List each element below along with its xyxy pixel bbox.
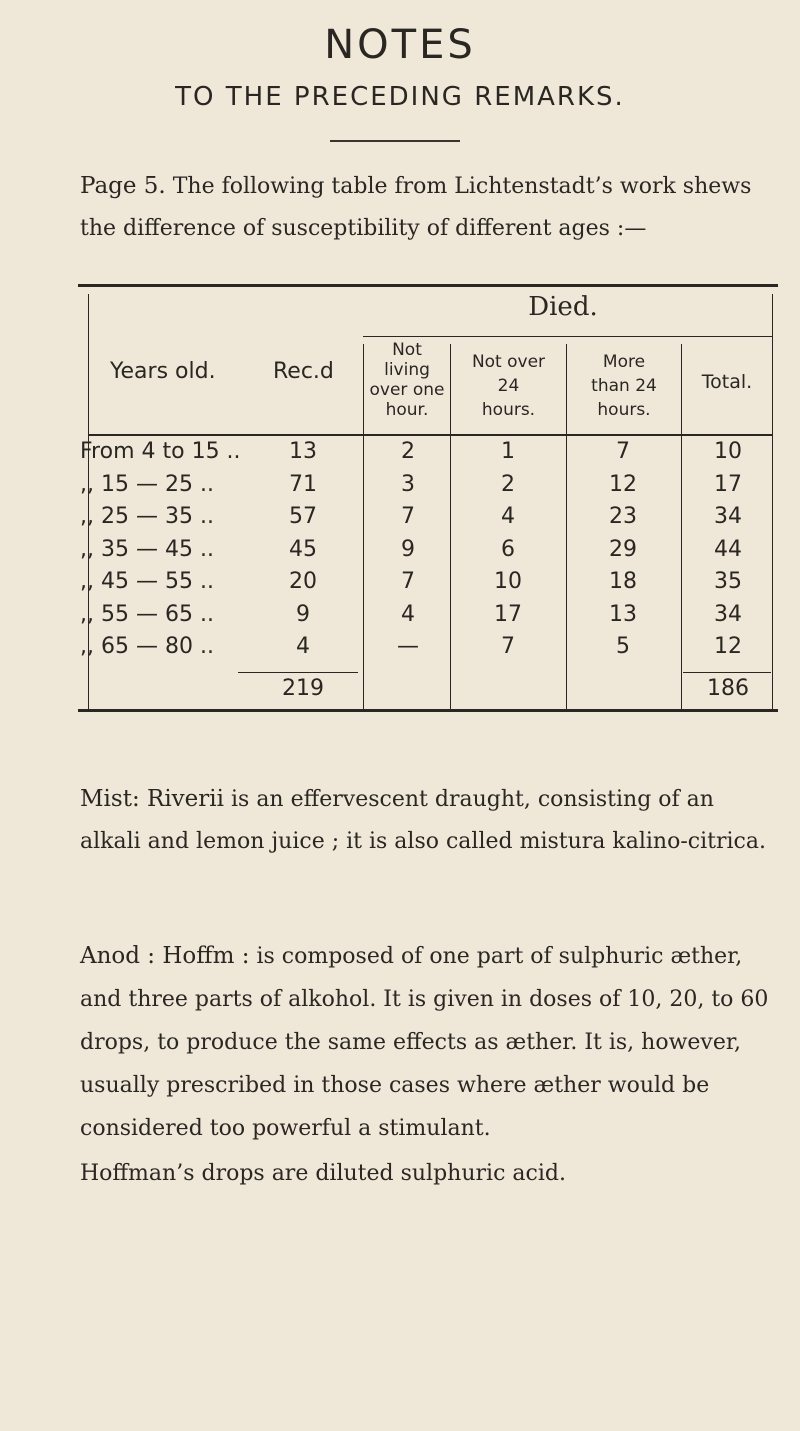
hoffman-paragraph xyxy=(80,1153,780,1195)
cell-h24: 2 xyxy=(501,471,515,497)
row-label: ,, 25 — 35 .. xyxy=(80,504,214,529)
years-header: Years old. xyxy=(110,359,216,384)
row-label: ,, 65 — 80 .. xyxy=(80,634,214,659)
not-living-line-4: hour. xyxy=(385,400,429,420)
recd-header: Rec.d xyxy=(273,359,334,384)
mist-lead: Mist: Riverii xyxy=(80,786,224,812)
cell-hour: 3 xyxy=(401,471,415,497)
cell-more: 12 xyxy=(609,471,637,497)
cell-hour: — xyxy=(397,634,419,659)
cell-h24: 4 xyxy=(501,504,515,529)
cell-h24: 6 xyxy=(501,536,515,562)
cell-hour: 4 xyxy=(401,601,415,627)
cell-total: 10 xyxy=(714,439,742,464)
cell-recd: 45 xyxy=(289,536,317,562)
intro-paragraph xyxy=(80,165,780,250)
not-living-header xyxy=(364,340,450,420)
cell-total: 34 xyxy=(714,601,742,627)
row-label: From 4 to 15 .. xyxy=(80,439,241,464)
not-over-24-header xyxy=(451,350,566,422)
row-label: ,, 45 — 55 .. xyxy=(80,569,214,594)
intro-text: The following table from Lichtenstadt’s work shews the difference of susceptibility of different ages :— xyxy=(80,174,752,241)
anod-text: is composed of one part of sulphuric æther, and three parts of alkohol. It is given in doses of 10, 20, to 60 drops, to produce the same effects as æther. It is, however, usually prescribed in those cases where æther would be considered too powerful a stimulant. xyxy=(80,944,769,1141)
cell-h24: 10 xyxy=(494,569,522,594)
cell-total: 34 xyxy=(714,504,742,529)
row-label: ,, 15 — 25 .. xyxy=(80,471,214,497)
col-rule-4 xyxy=(681,344,682,709)
cell-total: 35 xyxy=(714,569,742,594)
not-over-line-2: 24 xyxy=(497,376,520,396)
not-living-line-1: Not xyxy=(392,340,422,360)
row-label: ,, 35 — 45 .. xyxy=(80,536,214,562)
cell-recd: 71 xyxy=(289,471,317,497)
cell-more: 13 xyxy=(609,601,637,627)
cell-total: 44 xyxy=(714,536,742,562)
cell-recd: 57 xyxy=(289,504,317,529)
anod-paragraph xyxy=(80,935,780,1150)
cell-recd: 9 xyxy=(296,601,310,627)
cell-h24: 1 xyxy=(501,439,515,464)
total-recd: 219 xyxy=(282,676,324,701)
anod-lead: Anod : Hoffm : xyxy=(80,943,250,969)
cell-h24: 7 xyxy=(501,634,515,659)
mist-text: is an effervescent draught, consisting of an alkali and lemon juice ; it is also called mistura kalino-citrica. xyxy=(80,787,766,854)
cell-hour: 2 xyxy=(401,439,415,464)
not-living-line-2: living xyxy=(384,360,430,380)
cell-hour: 9 xyxy=(401,536,415,562)
cell-more: 29 xyxy=(609,536,637,562)
page-title: NOTES xyxy=(324,22,476,68)
more-line-2: than 24 xyxy=(591,376,657,396)
not-over-line-3: hours. xyxy=(481,400,536,420)
cell-total: 12 xyxy=(714,634,742,659)
page-subtitle: TO THE PRECEDING REMARKS. xyxy=(175,82,625,112)
divider xyxy=(330,140,460,142)
not-living-line-3: over one xyxy=(369,380,445,400)
total-died: 186 xyxy=(707,676,749,701)
cell-hour: 7 xyxy=(401,569,415,594)
intro-lead: Page 5. xyxy=(80,173,166,199)
cell-more: 18 xyxy=(609,569,637,594)
more-line-3: hours. xyxy=(597,400,651,420)
cell-h24: 17 xyxy=(494,601,522,627)
totals-rule-total xyxy=(683,672,771,673)
hoffman-text: Hoffman’s drops are diluted sulphuric acid. xyxy=(80,1161,566,1186)
header-rule xyxy=(88,434,773,436)
cell-total: 17 xyxy=(714,471,742,497)
more-line-1: More xyxy=(602,352,646,372)
table-right-rule xyxy=(772,294,773,709)
cell-more: 23 xyxy=(609,504,637,529)
cell-more: 5 xyxy=(616,634,630,659)
cell-recd: 13 xyxy=(289,439,317,464)
cell-more: 7 xyxy=(616,439,630,464)
mist-paragraph xyxy=(80,778,780,863)
died-rule xyxy=(363,336,773,337)
table-bottom-rule xyxy=(78,709,778,712)
more-than-24-header xyxy=(567,350,681,422)
cell-recd: 4 xyxy=(296,634,310,659)
not-over-line-1: Not over xyxy=(471,352,546,372)
table-top-rule xyxy=(78,284,778,287)
died-header: Died. xyxy=(528,292,598,322)
cell-hour: 7 xyxy=(401,504,415,529)
ages-table xyxy=(80,284,773,714)
row-label: ,, 55 — 65 .. xyxy=(80,601,214,627)
total-header: Total. xyxy=(701,371,753,393)
cell-recd: 20 xyxy=(289,569,317,594)
totals-rule-recd xyxy=(238,672,358,673)
